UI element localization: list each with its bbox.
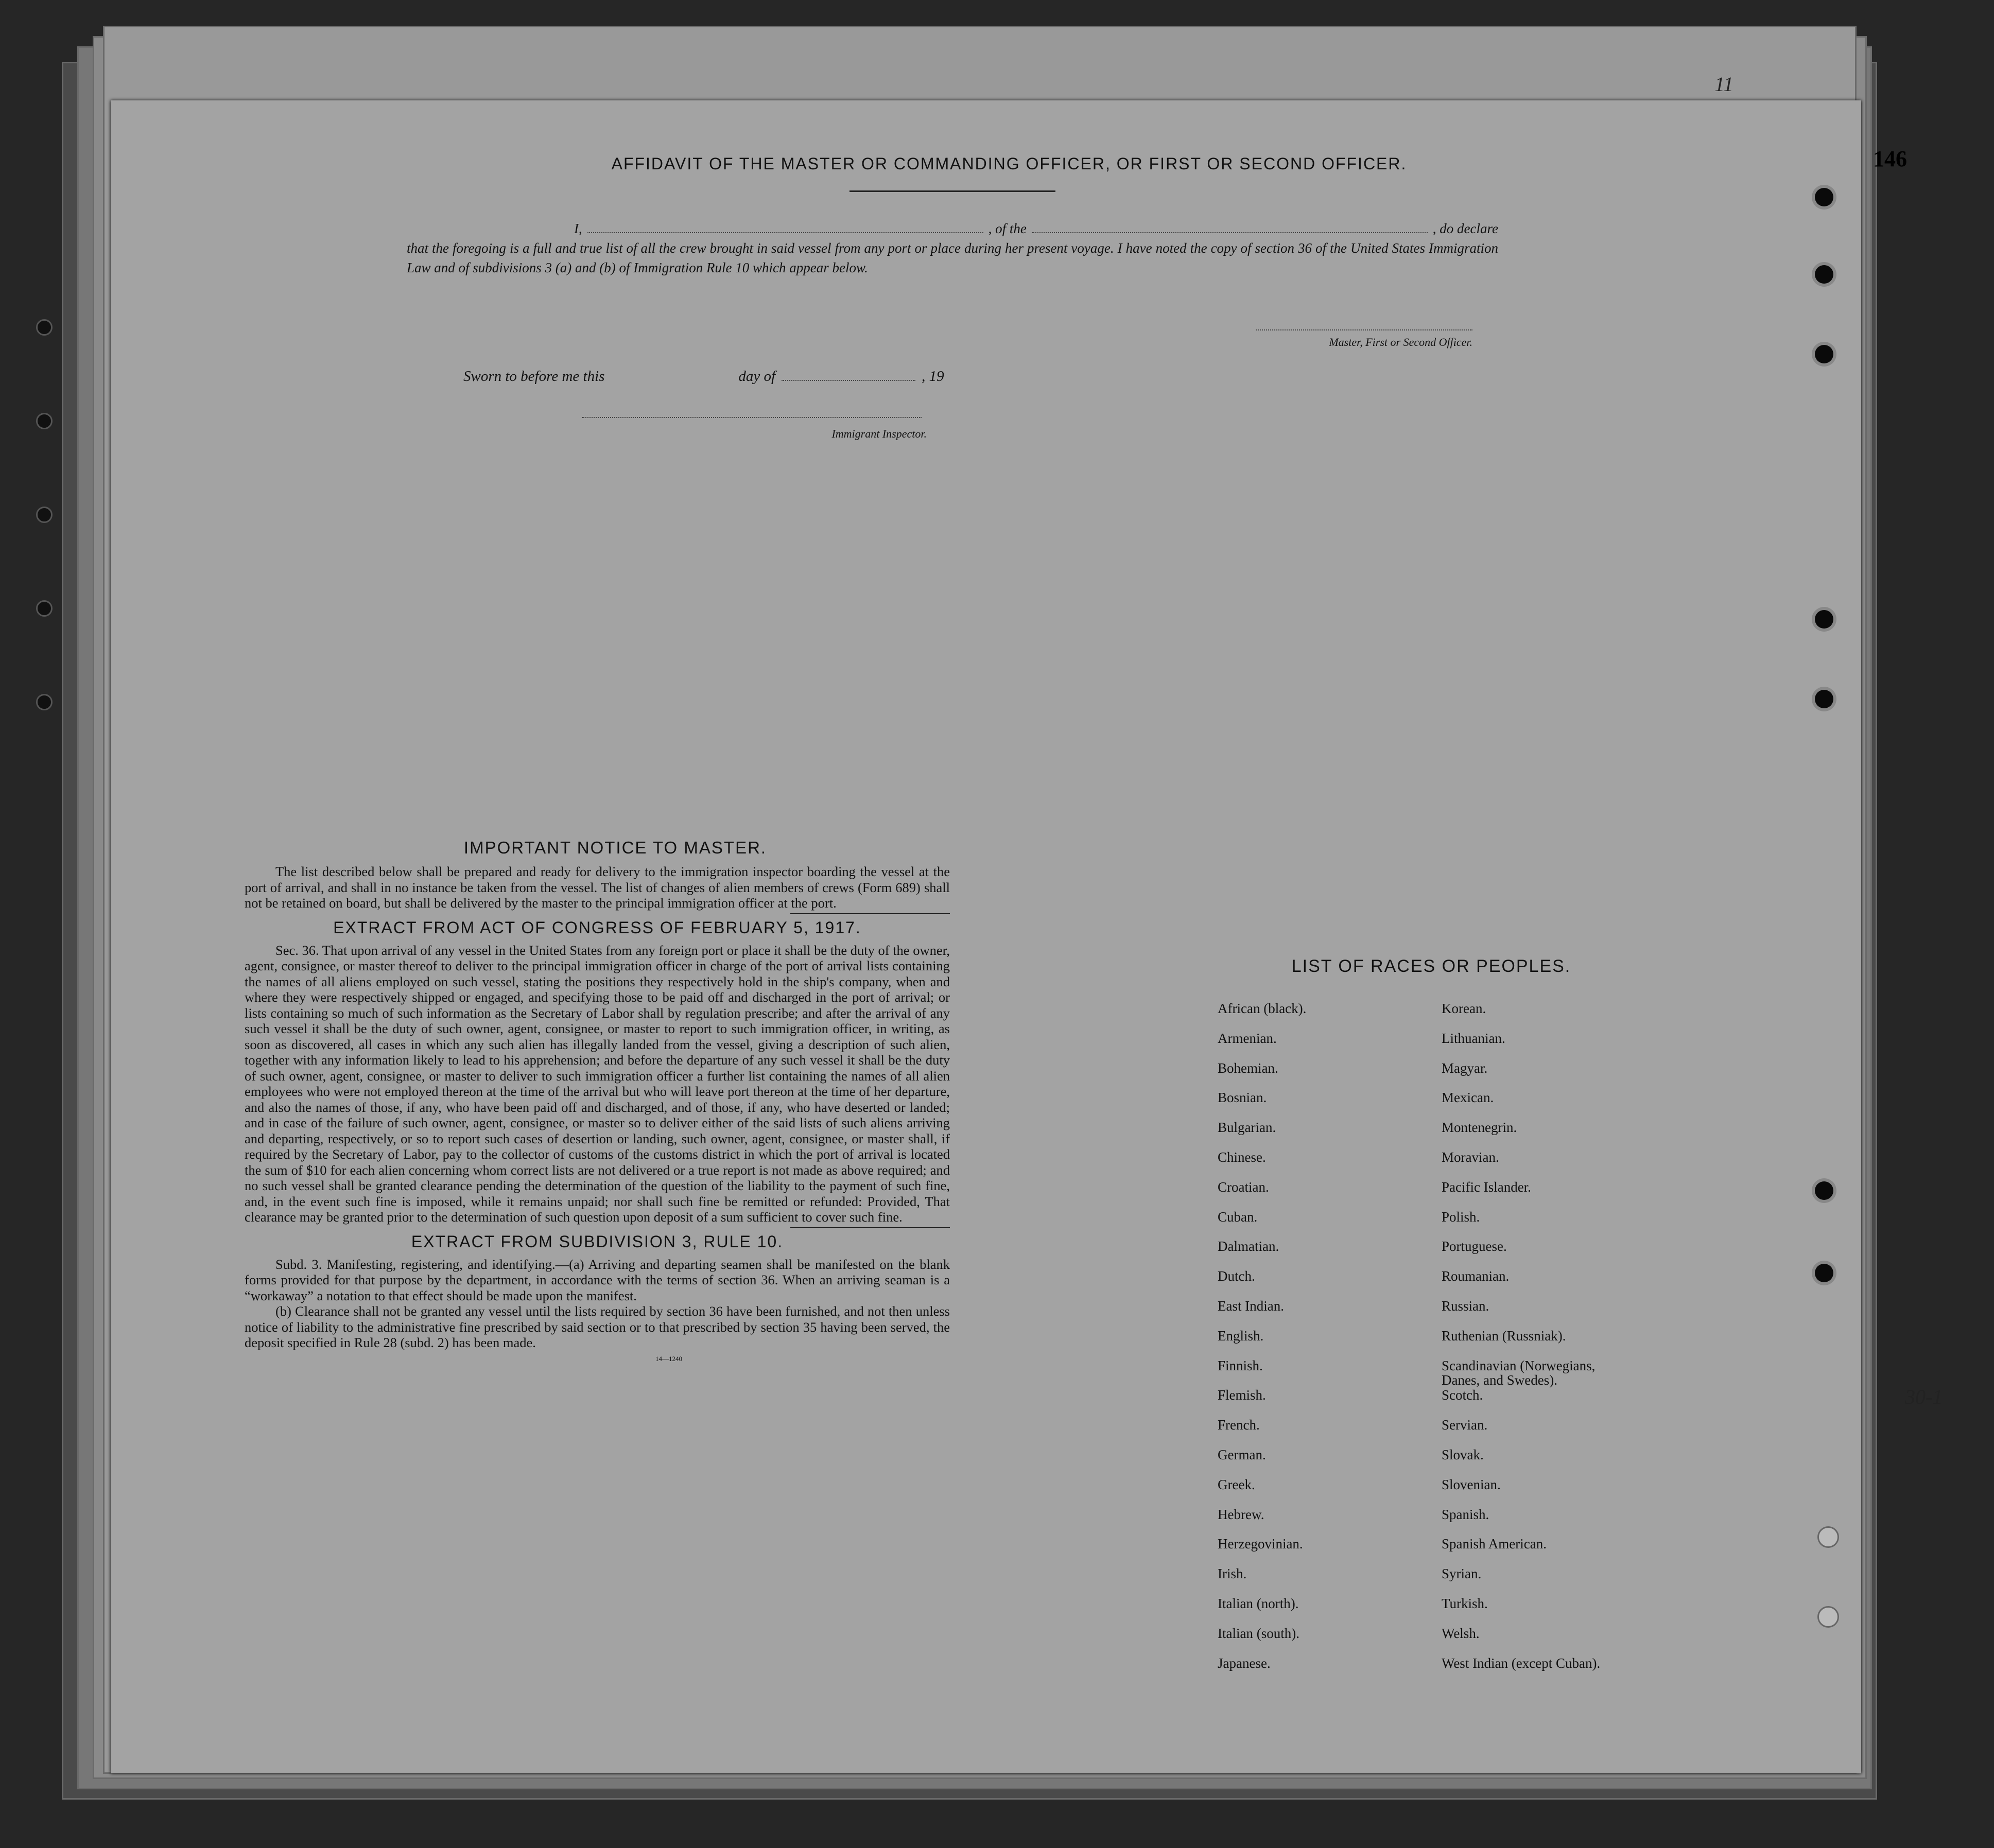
race-item: Slovenian. [1442,1476,1501,1492]
act-heading: EXTRACT FROM ACT OF CONGRESS OF FEBRUARY 5, 1917. [333,918,861,937]
race-item: Polish. [1442,1209,1480,1225]
punch-hole [1815,188,1833,206]
race-item: Irish. [1218,1566,1247,1582]
race-item: Hebrew. [1218,1506,1264,1522]
form-number: 14—1240 [655,1354,682,1363]
race-item: Roumanian. [1442,1268,1510,1284]
race-item: Moravian. [1442,1149,1499,1165]
binding-ring [36,694,53,710]
race-item: Italian (south). [1218,1625,1299,1641]
subdivision-a-text: Subd. 3. Manifesting, registering, and identifying.—(a) Arriving and departing seamen shall be manifested on the blank forms provided for that purpose by the department, in accordance with the terms of section 36. When an arriving seaman is a “workaway” a notation to that effect should be made upon the manifest. [245,1256,950,1303]
race-item: Croatian. [1218,1179,1269,1195]
race-item: Bohemian. [1218,1060,1278,1076]
race-item: Syrian. [1442,1566,1482,1582]
punch-hole [1817,1606,1839,1628]
race-item: Dutch. [1218,1268,1255,1284]
vessel-blank [1032,221,1428,233]
races-left-column [1218,1001,1442,1685]
race-item: Herzegovinian. [1218,1536,1303,1552]
race-item: Lithuanian. [1442,1030,1505,1046]
race-item: Cuban. [1218,1209,1258,1225]
affidavit-of-the: , of the [988,221,1027,236]
race-item: West Indian (except Cuban). [1442,1655,1601,1671]
section-rule [790,1227,950,1228]
race-item: Flemish. [1218,1387,1266,1403]
race-item: French. [1218,1417,1260,1433]
affidavit-body [407,219,1498,277]
race-item: Scandinavian (Norwegians, Danes, and Swedes). [1442,1357,1596,1388]
inspector-label: Immigrant Inspector. [831,427,927,440]
punch-hole [1815,345,1833,363]
race-item: Turkish. [1442,1595,1488,1611]
page-number: 146 [1873,146,1907,171]
race-item: Portuguese. [1442,1239,1507,1254]
binding-ring [36,600,53,617]
pencil-mark-right: 30-1 [1905,1385,1943,1408]
race-item: Magyar. [1442,1060,1488,1076]
race-item: African (black). [1218,1001,1307,1016]
races-right-column [1442,1001,1678,1685]
binding-ring [36,507,53,523]
race-item: Bosnian. [1218,1090,1267,1106]
notice-paragraph: The list described below shall be prepared and ready for delivery to the immigration inspector boarding the vessel at the port of arrival, and shall in no instance be taken from the vessel. The list of changes of alien members of crews (Form 689) shall not be retained on board, but shall be delivered by the master to the principal immigration officer at the port. [245,864,950,911]
name-blank [587,221,983,233]
rule-heading: EXTRACT FROM SUBDIVISION 3, RULE 10. [411,1232,784,1251]
race-item: Armenian. [1218,1030,1277,1046]
year-text: , 19 [922,368,944,385]
affidavit-declaration-line [407,219,1498,238]
race-item: Pacific Islander. [1442,1179,1531,1195]
race-item: English. [1218,1328,1264,1344]
month-blank [782,370,915,381]
race-item: Spanish American. [1442,1536,1547,1552]
race-item: East Indian. [1218,1298,1284,1314]
affidavit-title: AFFIDAVIT OF THE MASTER OR COMMANDING OFFICER, OR FIRST OR SECOND OFFICER. [611,154,1407,173]
race-item: Chinese. [1218,1149,1266,1165]
title-rule [849,190,1055,192]
races-title: LIST OF RACES OR PEOPLES. [1291,956,1571,976]
section-rule [790,913,950,914]
sworn-text: Sworn to before me this [463,368,605,385]
race-item: Greek. [1218,1476,1255,1492]
race-item: Russian. [1442,1298,1489,1314]
race-item: Korean. [1442,1001,1486,1016]
notice-column [245,838,950,1363]
binding-ring [36,413,53,429]
race-item: Mexican. [1442,1090,1494,1106]
affidavit-text: that the foregoing is a full and true list of all the crew brought in said vessel from any port or place during her present voyage. I have noted the copy of section 36 of the United States Immigration Law and of subdivisions 3 (a) and (b) of Immigration Rule 10 which appear below. [407,240,1498,275]
race-item: Montenegrin. [1442,1120,1517,1136]
race-item: Slovak. [1442,1446,1484,1462]
signature-line [1256,329,1472,330]
race-item: Ruthenian (Russniak). [1442,1328,1566,1344]
race-item: Welsh. [1442,1625,1480,1641]
pencil-mark-top: 11 [1714,73,1734,96]
race-item: Servian. [1442,1417,1488,1433]
punch-hole [1815,265,1833,284]
race-item: Finnish. [1218,1357,1263,1373]
affidavit-i: I, [574,221,582,236]
inspector-signature-line [582,417,922,418]
race-item: Dalmatian. [1218,1239,1279,1254]
punch-hole [1815,1264,1833,1282]
race-item: Italian (north). [1218,1595,1299,1611]
punch-hole [1815,610,1833,629]
punch-hole [1815,690,1833,708]
race-item: Japanese. [1218,1655,1271,1671]
notice-heading: IMPORTANT NOTICE TO MASTER. [463,838,767,857]
punch-hole [1815,1181,1833,1200]
subdivision-b-text: (b) Clearance shall not be granted any vessel until the lists required by section 36 have been furnished, and not then unless notice of liability to the administrative fine prescribed by said section or to that prescribed by section 35 having been served, the deposit specified in Rule 28 (subd. 2) has been made. [245,1303,950,1350]
signature-label: Master, First or Second Officer. [1329,336,1472,348]
races-list [1218,1001,1681,1685]
affidavit-declare: , do declare [1432,221,1498,236]
race-item: Spanish. [1442,1506,1489,1522]
punch-hole [1817,1526,1839,1548]
binding-rings [36,319,57,788]
sworn-line [463,368,1236,385]
binding-ring [36,319,53,336]
race-item: Bulgarian. [1218,1120,1276,1136]
section-36-text: Sec. 36. That upon arrival of any vessel in the United States from any foreign port or place it shall be the duty of the owner, agent, consignee, or master thereof to deliver to the principal immigration officer in charge of the port of arrival lists containing the names of all aliens employed on such vessel, stating the positions they respectively hold in the ship's company, when and where they were respectively shipped or engaged, and specifying those to be paid off and discharged in the port of arrival; or lists containing so much of such information as the Secretary of Labor shall by regulation prescribe; and after the arrival of any such vessel it shall be the duty of such owner, agent, consignee, or master to report to such immigration officer, in writing, as soon as discovered, all cases in which any such alien has illegally landed from the vessel, giving a description of such alien, together with any information likely to lead to his apprehension; and before the departure of any such vessel it shall be the duty of such owner, agent, consignee, or master to deliver to such immigration officer a further list containing the names of all alien employees who were not employed thereon at the time of the arrival but who will leave port thereon at the time of her departure, and also the names of those, if any, who have been paid off and discharged, and of those, if any, who have deserted or landed; and in case of the failure of such owner, agent, consignee, or master so to deliver either of the said lists of such aliens arriving and departing, respectively, or so to report such cases of desertion or landing, such owner, agent, consignee, or master shall, if required by the Secretary of Labor, pay to the collector of customs of the customs district in which the port of arrival is located the sum of $10 for each alien concerning whom correct lists are not delivered or a true report is not made as above required; and no such vessel shall be granted clearance pending the determination of the question of the liability to the payment of such fine, and, in the event such fine is imposed, while it remains unpaid; nor shall such fine be remitted or refunded: Provided, That clearance may be granted prior to the determination of such question upon deposit of a sum sufficient to cover such fine. [245,942,950,1225]
race-item: German. [1218,1446,1266,1462]
day-of-text: day of [738,368,776,385]
race-item: Scotch. [1442,1387,1483,1403]
